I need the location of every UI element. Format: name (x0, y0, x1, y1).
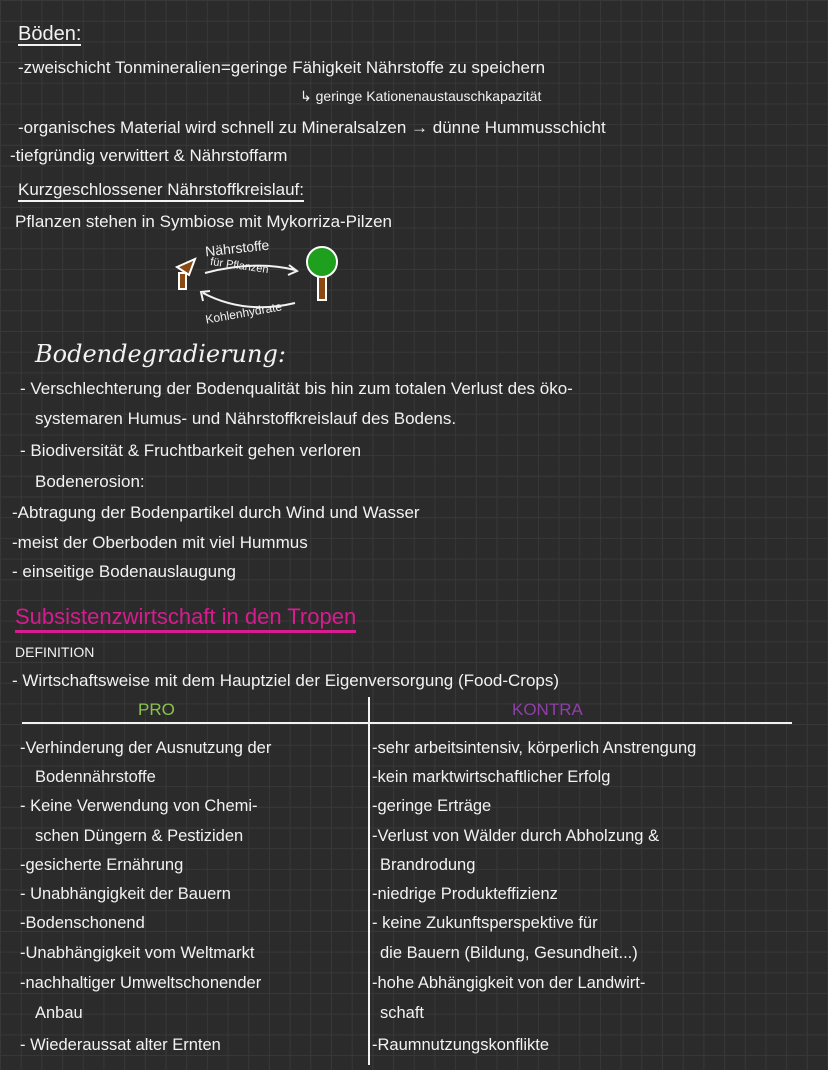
kontra-item: -Raumnutzungskonflikte (372, 1036, 550, 1054)
text-line: -organisches Material wird schnell zu Mineralsalzen → dünne Hummusschicht (18, 118, 606, 137)
heading-kreislauf: Kurzgeschlossener Nährstoffkreislauf: (18, 180, 304, 202)
text-line: - Verschlechterung der Bodenqualität bis hin zum totalen Verlust des öko- (20, 379, 573, 398)
pro-item: -Bodenschonend (20, 914, 145, 932)
pro-item: Bodennährstoffe (35, 768, 156, 786)
text-line: -zweischicht Tonmineralien=geringe Fähigkeit Nährstoffe zu speichern (18, 58, 546, 77)
kontra-item: die Bauern (Bildung, Gesundheit...) (380, 944, 638, 962)
mushroom-icon (177, 259, 195, 289)
pro-item: -Verhinderung der Ausnutzung der (20, 739, 272, 757)
pro-item: - Keine Verwendung von Chemi- (20, 797, 258, 815)
pro-item: schen Düngern & Pestiziden (35, 827, 244, 845)
pro-item: - Unabhängigkeit der Bauern (20, 885, 231, 903)
diagram-label: Nährstoffe (204, 236, 271, 260)
kontra-item: -hohe Abhängigkeit von der Landwirt- (372, 974, 646, 992)
pro-item: -gesicherte Ernährung (20, 856, 184, 874)
heading-boeden: Böden: (18, 23, 82, 45)
kontra-item: -kein marktwirtschaftlicher Erfolg (372, 768, 611, 786)
text-line: -meist der Oberboden mit viel Hummus (12, 533, 308, 552)
text-line: systemaren Humus- und Nährstoffkreislauf des Bodens. (35, 409, 457, 428)
definition-text: - Wirtschaftsweise mit dem Hauptziel der Eigenversorgung (Food-Crops) (12, 671, 560, 690)
kontra-item: Brandrodung (380, 856, 476, 874)
heading-subsistenz: Subsistenzwirtschaft in den Tropen (15, 604, 356, 633)
diagram-label: Kohlenhydrate (204, 299, 284, 327)
diagram-label: für Pflanzen (209, 255, 270, 277)
kontra-item: schaft (380, 1004, 425, 1022)
table-divider-vertical (368, 697, 370, 1065)
table-divider-horizontal (22, 722, 792, 724)
text-line: -Abtragung der Bodenpartikel durch Wind und Wasser (12, 503, 420, 522)
kontra-item: - keine Zukunftsperspektive für (372, 914, 598, 932)
pro-item: - Wiederaussat alter Ernten (20, 1036, 221, 1054)
heading-bodenerosion: Bodenerosion: (35, 472, 145, 491)
kontra-item: -Verlust von Wälder durch Abholzung & (372, 827, 660, 845)
tree-icon (307, 247, 337, 300)
pro-item: Anbau (35, 1004, 83, 1022)
definition-label: DEFINITION (15, 644, 95, 660)
pro-header: PRO (138, 700, 175, 719)
kontra-header: KONTRA (512, 700, 583, 719)
heading-bodendegradierung: Bodendegradierung: (35, 340, 286, 368)
pro-item: -nachhaltiger Umweltschonender (20, 974, 262, 992)
kontra-item: -geringe Erträge (372, 797, 492, 815)
kontra-item: -niedrige Produkteffizienz (372, 885, 558, 903)
kontra-item: -sehr arbeitsintensiv, körperlich Anstrengung (372, 739, 697, 757)
text-line: ↳ geringe Kationenaustauschkapazität (300, 88, 542, 104)
text-line: - einseitige Bodenauslaugung (12, 562, 237, 581)
text-line: -tiefgründig verwittert & Nährstoffarm (10, 146, 288, 165)
text-line: Pflanzen stehen in Symbiose mit Mykorriza-Pilzen (15, 212, 392, 231)
text-line: - Biodiversität & Fruchtbarkeit gehen verloren (20, 441, 362, 460)
pro-item: -Unabhängigkeit vom Weltmarkt (20, 944, 255, 962)
